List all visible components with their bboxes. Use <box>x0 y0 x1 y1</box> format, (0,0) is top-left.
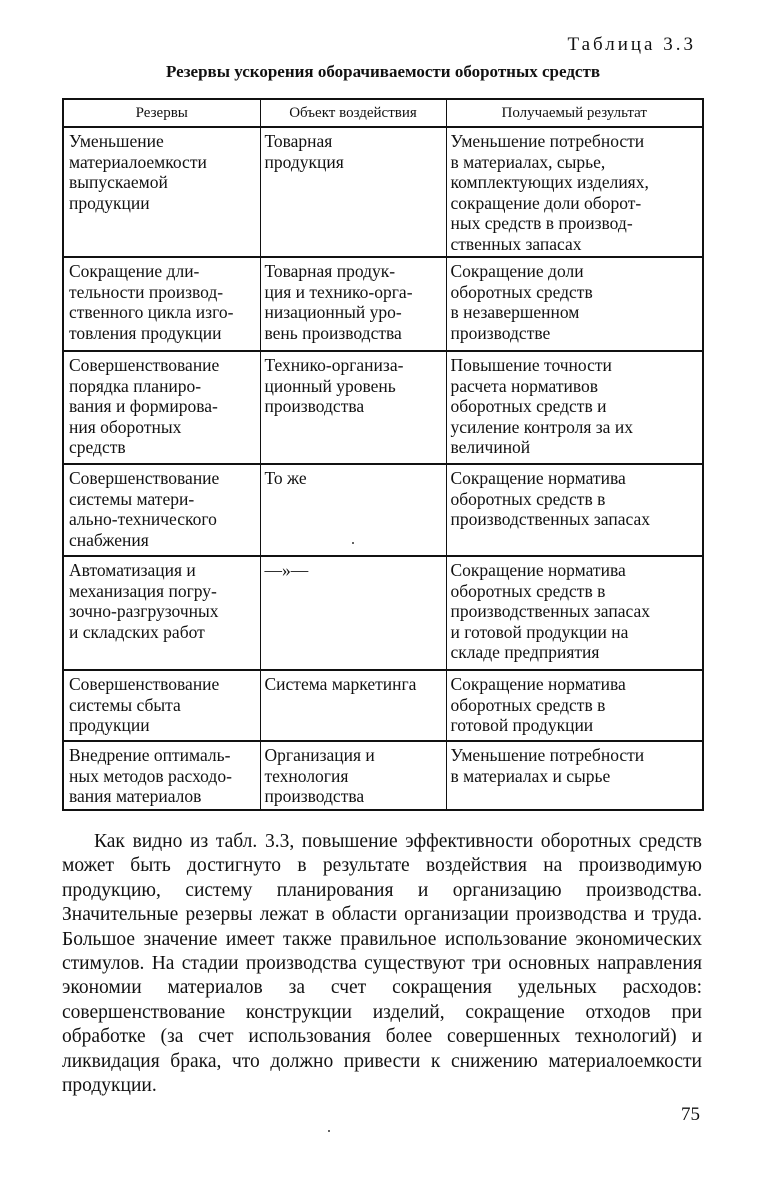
cell-result: Уменьшение потребности в материалах и сырье <box>446 741 703 810</box>
cell-object: Товарная продук- ция и технико-орга- низационный уро- вень производства <box>260 257 446 351</box>
scan-speck <box>352 542 354 544</box>
cell-result: Сокращение норматива оборотных средств в производственных запасах и готовой продукции на складе предприятия <box>446 556 703 670</box>
cell-result: Сокращение норматива оборотных средств в производственных запасах <box>446 464 703 556</box>
table-row <box>63 351 703 464</box>
table-row <box>63 556 703 670</box>
cell-reserve: Совершенствование системы сбыта продукции <box>63 670 260 741</box>
table-number-label: Таблица 3.3 <box>567 34 696 55</box>
table-title: Резервы ускорения оборачиваемости оборотных средств <box>166 62 600 81</box>
header-result: Получаемый результат <box>446 99 703 127</box>
reserves-table <box>62 98 704 811</box>
cell-object: Технико-организа- ционный уровень производства <box>260 351 446 464</box>
cell-object: Система маркетинга <box>260 670 446 741</box>
cell-reserve: Сокращение дли- тельности производ- ственного цикла изго- товления продукции <box>63 257 260 351</box>
header-object: Объект воздействия <box>260 99 446 127</box>
cell-object: Организация и технология производства <box>260 741 446 810</box>
cell-result: Сокращение доли оборотных средств в незавершенном производстве <box>446 257 703 351</box>
body-paragraph: Как видно из табл. 3.3, повышение эффективности оборотных средств может быть достигнуто в результате воздействия на производимую продукцию, систему планирования и организацию производства. Значительные резервы лежат в области организации производства и труда. Большое значение имеет также правильное использование экономических стимулов. На стадии производства существуют три основных направления экономии материалов за счет сокращения удельных расходов: совершенствование конструкции изделий, сокращение отходов при обработке (за счет использования более совершенных технологий) и ликвидация брака, что должно привести к снижению материалоемкости продукции. <box>62 831 702 1097</box>
table-row <box>63 257 703 351</box>
cell-reserve: Совершенствование системы матери- ально-технического снабжения <box>63 464 260 556</box>
cell-reserve: Автоматизация и механизация погру- зочно-разгрузочных и складских работ <box>63 556 260 670</box>
page-number: 75 <box>681 1104 700 1125</box>
cell-object: —»— <box>260 556 446 670</box>
table-row <box>63 464 703 556</box>
cell-result: Повышение точности расчета нормативов оборотных средств и усиление контроля за их величиной <box>446 351 703 464</box>
scan-speck <box>328 1130 330 1132</box>
table-row <box>63 127 703 257</box>
cell-reserve: Совершенствование порядка планиро- вания и формирова- ния оборотных средств <box>63 351 260 464</box>
cell-reserve: Уменьшение материалоемкости выпускаемой продукции <box>63 127 260 257</box>
cell-result: Сокращение норматива оборотных средств в готовой продукции <box>446 670 703 741</box>
table-row <box>63 741 703 810</box>
cell-object: То же <box>260 464 446 556</box>
header-reserves: Резервы <box>63 99 260 127</box>
table-header-row <box>63 99 703 127</box>
cell-reserve: Внедрение оптималь- ных методов расходо- вания материалов <box>63 741 260 810</box>
cell-result: Уменьшение потребности в материалах, сырье, комплектующих изделиях, сокращение доли оборот- ных средств в производ- ственных запасах <box>446 127 703 257</box>
table-row <box>63 670 703 741</box>
cell-object: Товарная продукция <box>260 127 446 257</box>
